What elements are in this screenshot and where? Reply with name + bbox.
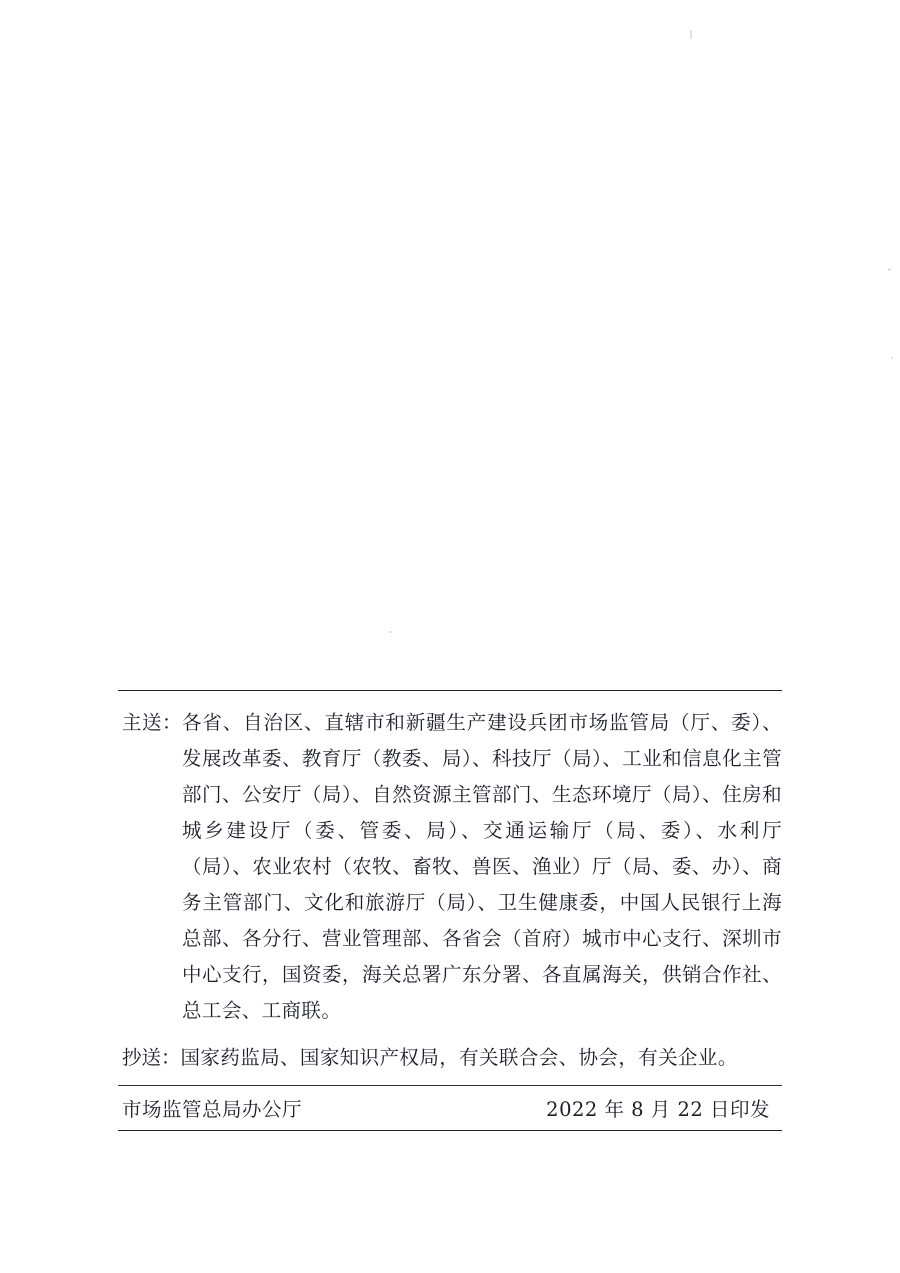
blank-upper-page-area bbox=[120, 40, 780, 690]
copy-to-label: 抄送： bbox=[122, 1046, 181, 1069]
distribution-label: 主送： bbox=[122, 711, 183, 734]
issuer-name: 市场监管总局办公厅 bbox=[122, 1098, 303, 1121]
document-footer-block bbox=[118, 690, 782, 1131]
footer-bottom-rule bbox=[118, 1130, 782, 1131]
issue-date: 2022 年 8 月 22 日印发 bbox=[546, 1098, 770, 1121]
copy-to-section bbox=[118, 1035, 782, 1085]
distribution-text: 各省、自治区、直辖市和新疆生产建设兵团市场监管局（厅、委）、发展改革委、教育厅（教委、局）、科技厅（局）、工业和信息化主管部门、公安厅（局）、自然资源主管部门、生态环境厅（局）、住房和城乡建设厅（委、管委、局）、交通运输厅（局、委）、水利厅（局）、农业农村（农牧、畜牧、兽医、渔业）厅（局、委、办）、商务主管部门、文化和旅游厅（局）、卫生健康委，中国人民银行上海总部、各分行、营业管理部、各省会（首府）城市中心支行、深圳市中心支行，国资委，海关总署广东分署、各直属海关，供销合作社、总工会、工商联。 bbox=[182, 711, 782, 1022]
scan-speck bbox=[888, 268, 891, 271]
scan-speck bbox=[690, 30, 692, 39]
copy-to-row bbox=[118, 1041, 782, 1075]
distribution-section bbox=[118, 691, 782, 1035]
issuer-row bbox=[118, 1086, 782, 1130]
copy-to-text: 国家药监局、国家知识产权局，有关联合会、协会，有关企业。 bbox=[180, 1046, 738, 1069]
distribution-row bbox=[118, 705, 782, 1029]
scan-speck bbox=[891, 357, 893, 359]
